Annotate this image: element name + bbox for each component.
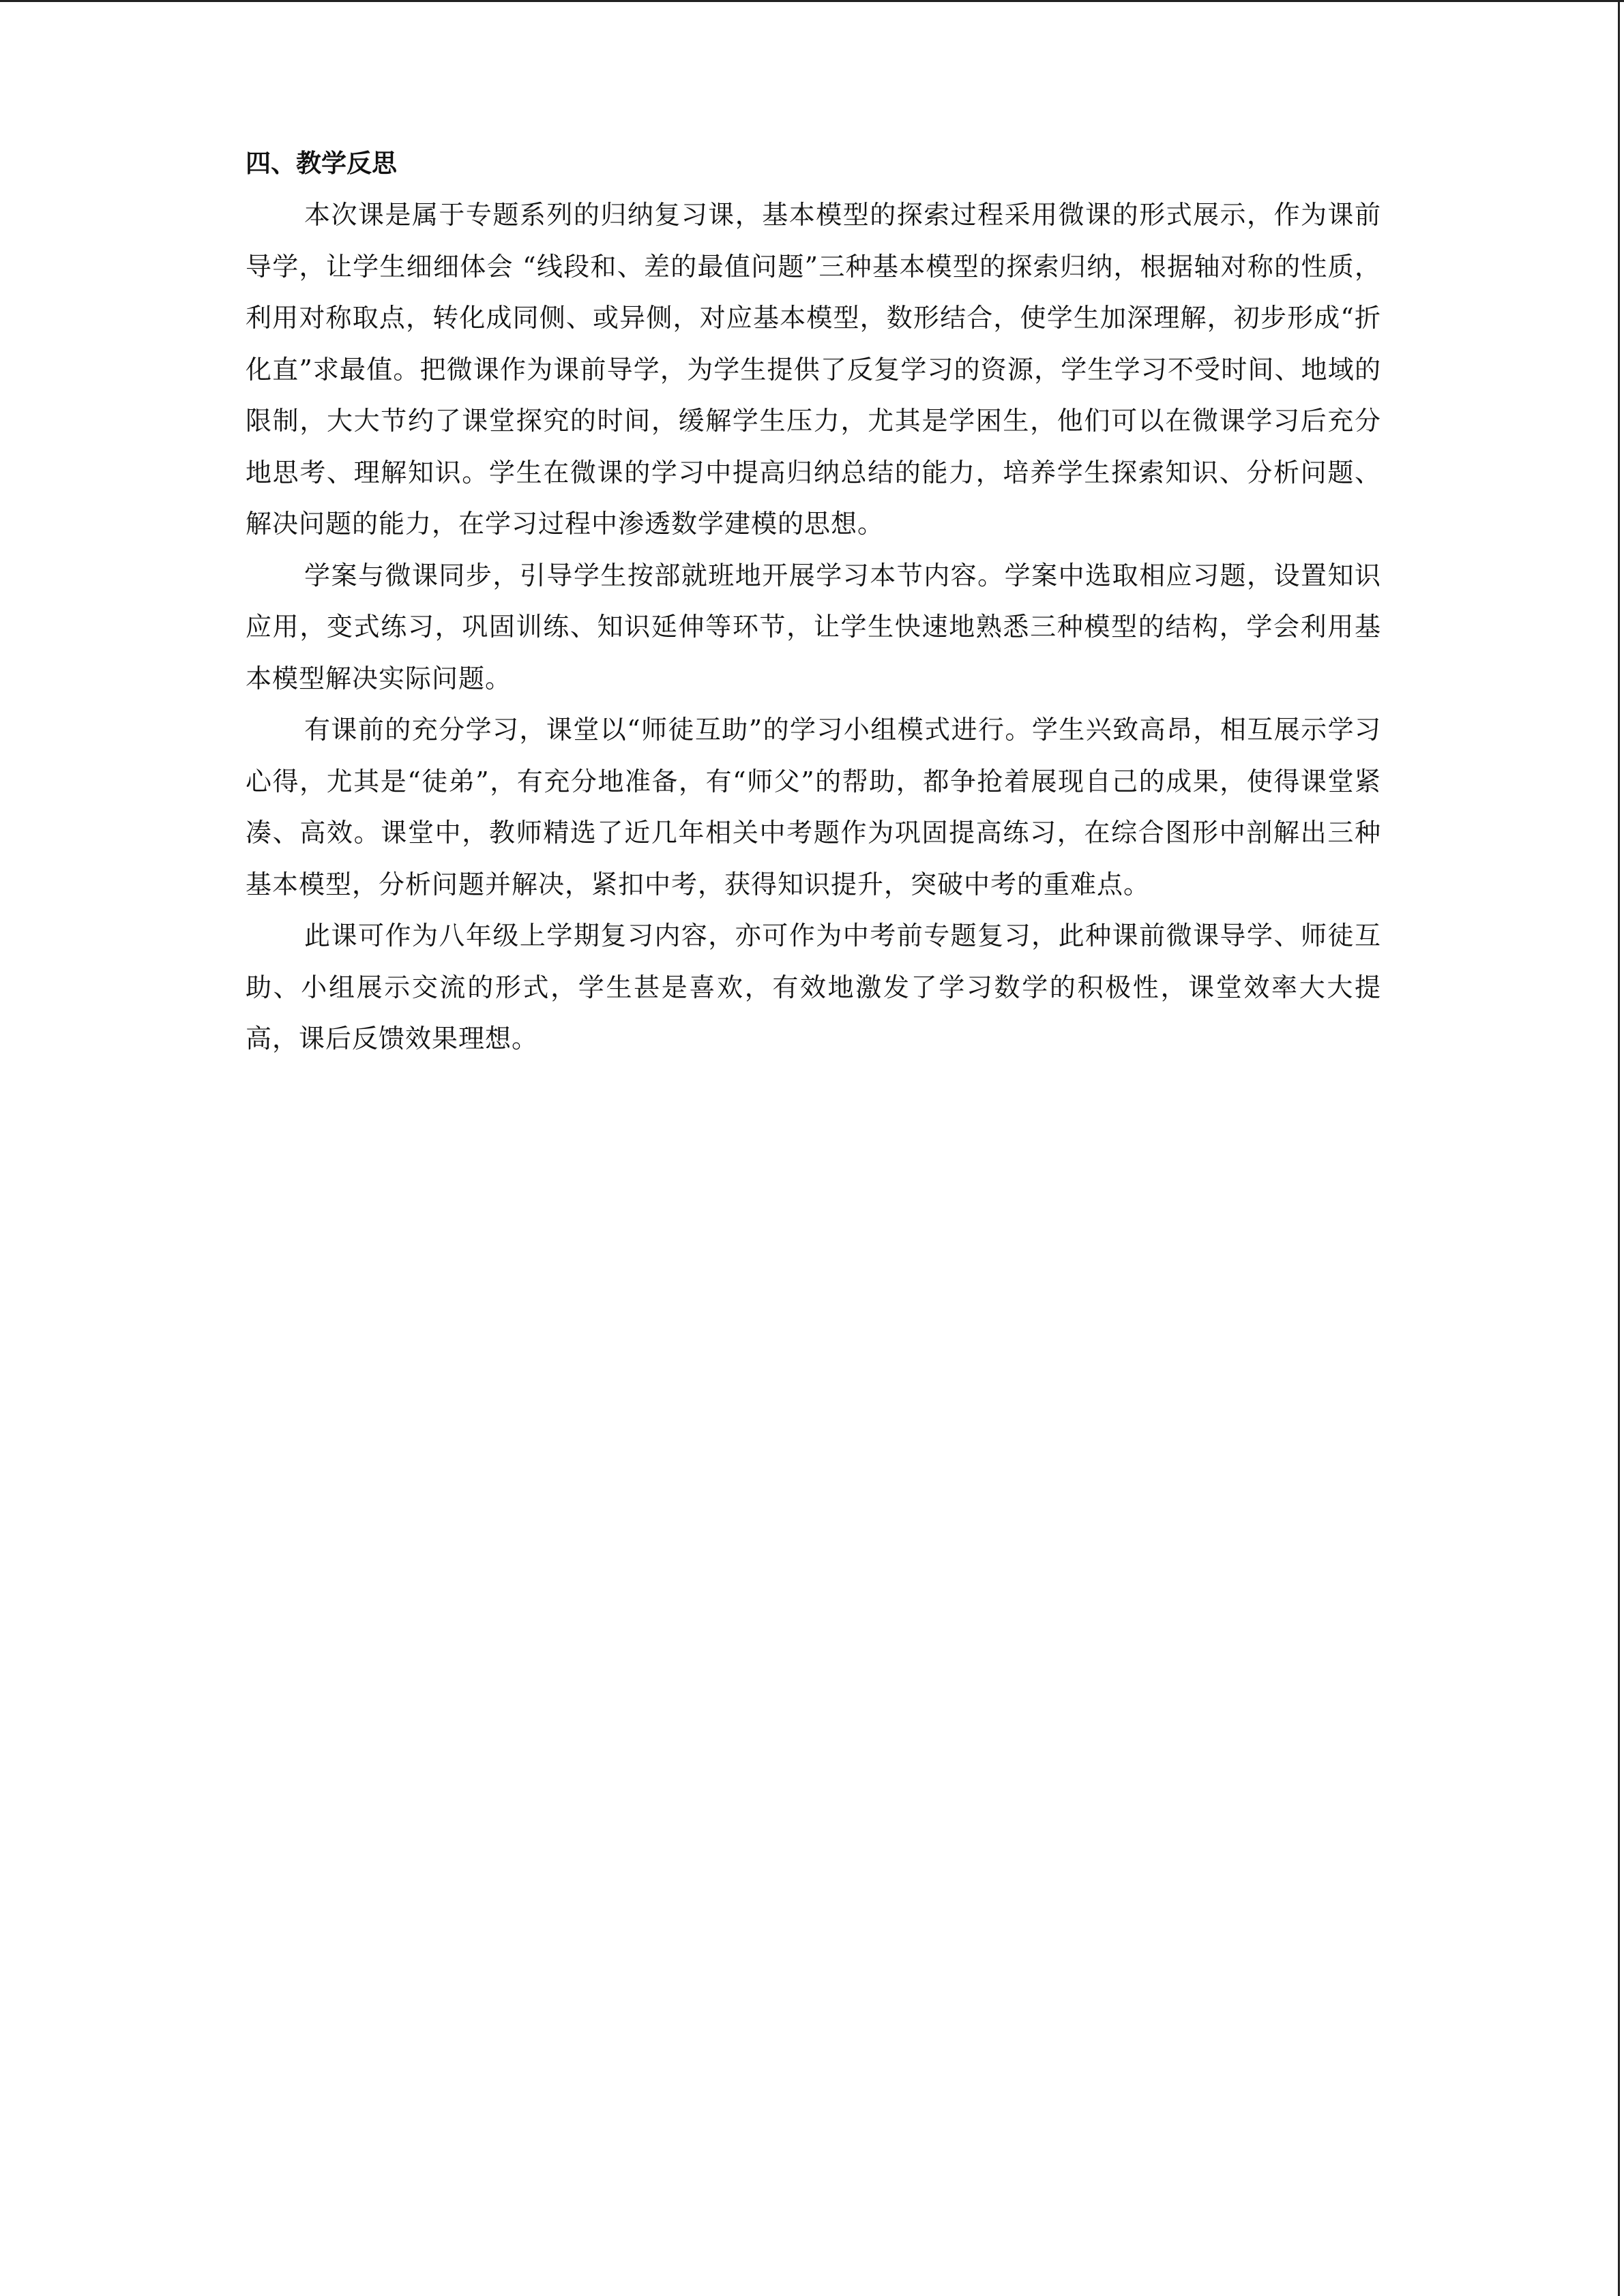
paragraph-3: 有课前的充分学习，课堂以“师徒互助”的学习小组模式进行。学生兴致高昂，相互展示学习心得，尤其是“徒弟”，有充分地准备，有“师父”的帮助，都争抢着展现自己的成果，使得课堂紧凑、高效。课堂中，教师精选了近几年相关中考题作为巩固提高练习，在综合图形中剖解出三种基本模型，分析问题并解决，紧扣中考，获得知识提升，突破中考的重难点。 — [246, 715, 1381, 899]
paragraph-1: 本次课是属于专题系列的归纳复习课，基本模型的探索过程采用微课的形式展示，作为课前导学，让学生细细体会 “线段和、差的最值问题”三种基本模型的探索归纳，根据轴对称的性质，利用对称取点，转化成同侧、或异侧，对应基本模型，数形结合，使学生加深理解，初步形成“折化直”求最值。把微课作为课前导学，为学生提供了反复学习的资源，学生学习不受时间、地域的限制，大大节约了课堂探究的时间，缓解学生压力，尤其是学困生，他们可以在微课学习后充分地思考、理解知识。学生在微课的学习中提高归纳总结的能力，培养学生探索知识、分析问题、解决问题的能力，在学习过程中渗透数学建模的思想。 — [246, 200, 1381, 539]
paragraph-4: 此课可作为八年级上学期复习内容，亦可作为中考前专题复习，此种课前微课导学、师徒互助、小组展示交流的形式，学生甚是喜欢，有效地激发了学习数学的积极性，课堂效率大大提高，课后反馈效果理想。 — [246, 921, 1381, 1054]
document-body — [246, 143, 1381, 1065]
section-heading: 四、教学反思 — [246, 149, 397, 178]
page-border-top — [0, 0, 1624, 2]
paragraph-2: 学案与微课同步，引导学生按部就班地开展学习本节内容。学案中选取相应习题，设置知识应用，变式练习，巩固训练、知识延伸等环节，让学生快速地熟悉三种模型的结构，学会利用基本模型解决实际问题。 — [246, 560, 1381, 694]
page-border-right — [1618, 0, 1620, 2296]
